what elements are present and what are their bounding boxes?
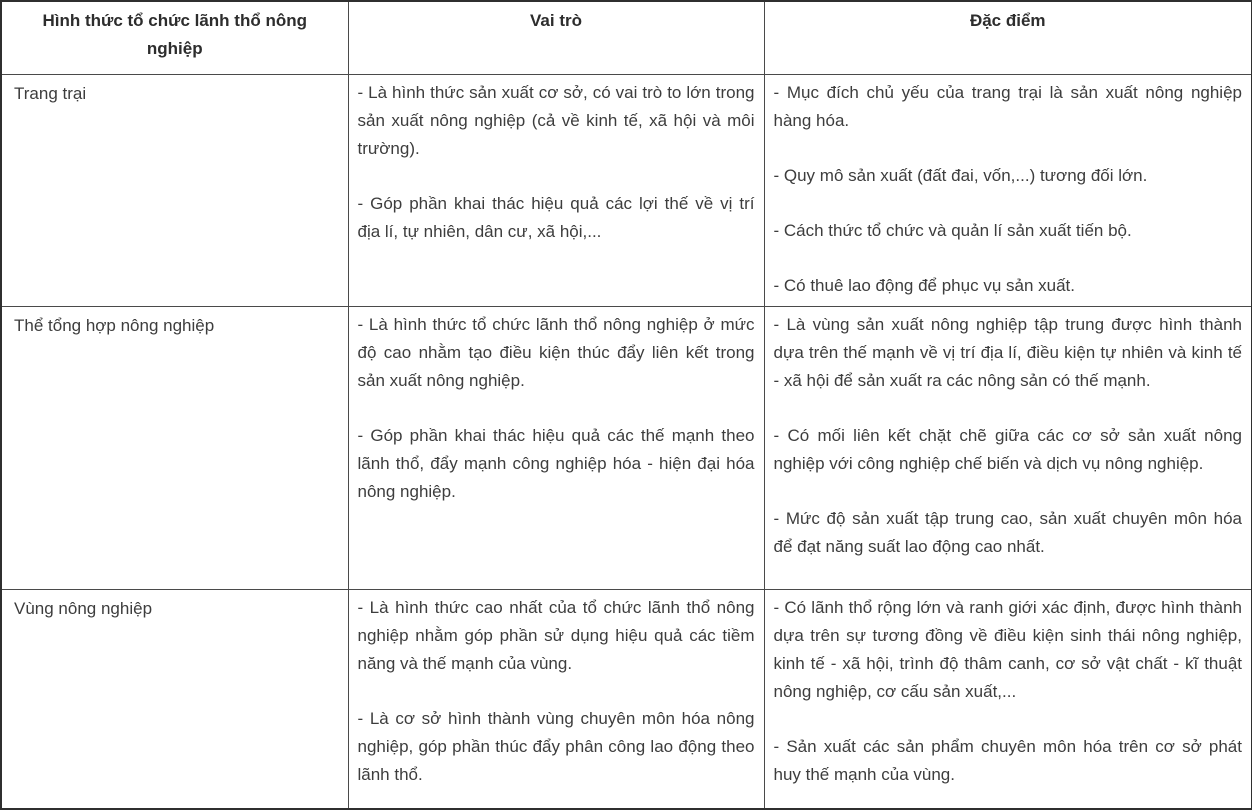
role-paragraph: - Là cơ sở hình thành vùng chuyên môn hóa nông nghiệp, góp phần thúc đẩy phân công lao động theo lãnh thổ. [357,708,755,784]
characteristic-paragraph: - Mức độ sản xuất tập trung cao, sản xuất chuyên môn hóa để đạt năng suất lao động cao nhất. [773,508,1242,556]
characteristic-paragraph: - Có lãnh thổ rộng lớn và ranh giới xác định, được hình thành dựa trên sự tương đồng về điều kiện sinh thái nông nghiệp, kinh tế - xã hội, trình độ thâm canh, cơ sở vật chất - kĩ thuật nông nghiệp, cơ cấu sản xuất,... [773,597,1242,701]
role-cell [348,306,764,589]
table-row-vung-nong-nghiep [1,589,1252,809]
header-row [1,1,1252,74]
characteristic-paragraph: - Mục đích chủ yếu của trang trại là sản xuất nông nghiệp hàng hóa. [773,82,1242,130]
characteristic-paragraph: - Có thuê lao động để phục vụ sản xuất. [773,275,1075,295]
role-paragraph: - Là hình thức cao nhất của tổ chức lãnh thổ nông nghiệp nhằm góp phần sử dụng hiệu quả các tiềm năng và thế mạnh của vùng. [357,597,755,673]
table-row-trang-trai [1,74,1252,306]
header-form-name: Hình thức tổ chức lãnh thổ nông nghiệp [1,1,348,74]
characteristics-cell [764,589,1252,809]
form-name-cell: Trang trại [1,74,348,306]
header-characteristics: Đặc điểm [764,1,1252,74]
table-row-the-tong-hop [1,306,1252,589]
characteristics-cell [764,306,1252,589]
characteristic-paragraph: - Quy mô sản xuất (đất đai, vốn,...) tương đối lớn. [773,165,1148,185]
role-paragraph: - Là hình thức sản xuất cơ sở, có vai trò to lớn trong sản xuất nông nghiệp (cả về kinh tế, xã hội và môi trường). [357,82,755,158]
characteristic-paragraph: - Có mối liên kết chặt chẽ giữa các cơ sở sản xuất nông nghiệp với công nghiệp chế biến và dịch vụ nông nghiệp. [773,425,1242,473]
characteristic-paragraph: - Là vùng sản xuất nông nghiệp tập trung được hình thành dựa trên thế mạnh về vị trí địa lí, điều kiện tự nhiên và kinh tế - xã hội để sản xuất ra các nông sản có thế mạnh. [773,314,1242,390]
form-name-cell: Thể tổng hợp nông nghiệp [1,306,348,589]
characteristic-paragraph: - Cách thức tổ chức và quản lí sản xuất tiến bộ. [773,220,1132,240]
role-paragraph: - Là hình thức tổ chức lãnh thổ nông nghiệp ở mức độ cao nhằm tạo điều kiện thúc đẩy liên kết trong sản xuất nông nghiệp. [357,314,755,390]
role-cell [348,589,764,809]
role-paragraph: - Góp phần khai thác hiệu quả các thế mạnh theo lãnh thổ, đẩy mạnh công nghiệp hóa - hiện đại hóa nông nghiệp. [357,425,755,501]
characteristics-cell [764,74,1252,306]
form-name-cell: Vùng nông nghiệp [1,589,348,809]
header-role: Vai trò [348,1,764,74]
role-paragraph: - Góp phần khai thác hiệu quả các lợi thế về vị trí địa lí, tự nhiên, dân cư, xã hội,... [357,193,755,241]
role-cell [348,74,764,306]
characteristic-paragraph: - Sản xuất các sản phẩm chuyên môn hóa trên cơ sở phát huy thế mạnh của vùng. [773,736,1242,784]
